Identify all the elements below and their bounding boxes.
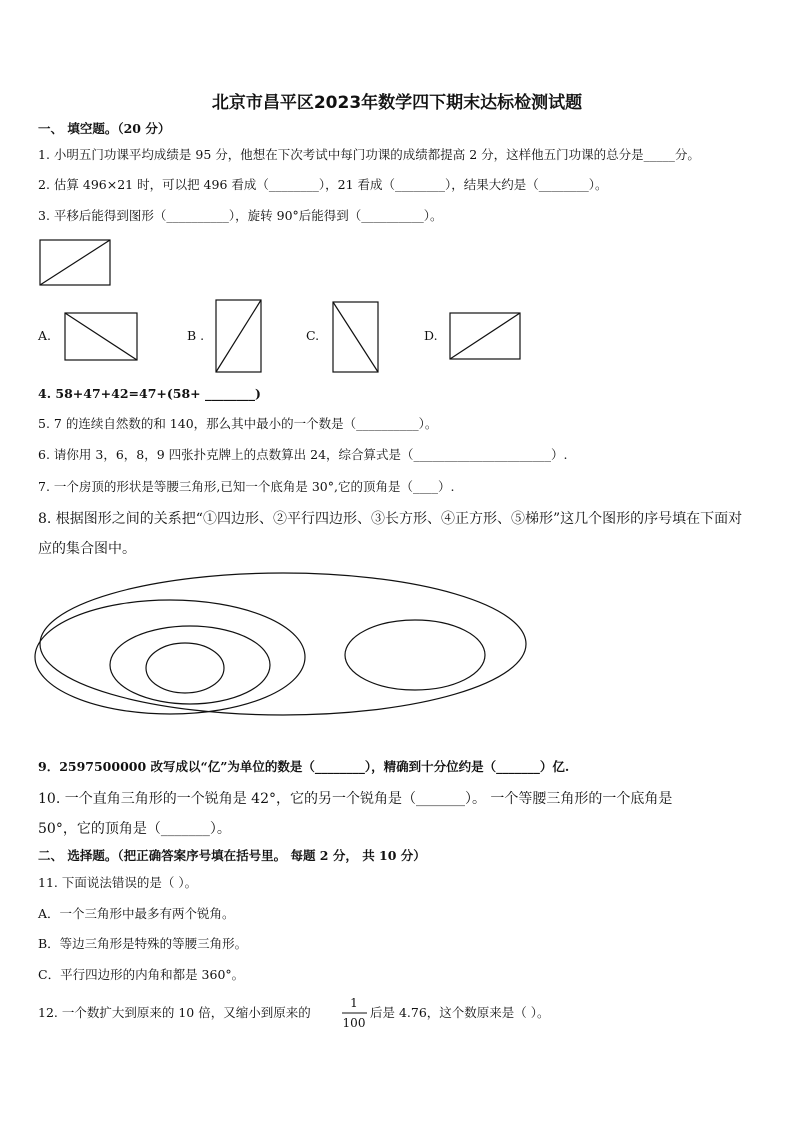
set-second-ellipse bbox=[35, 600, 305, 714]
question-9: 9．2597500000 改写成以“亿”为单位的数是（________），精确到十分位约是（_______）亿. bbox=[38, 759, 570, 774]
set-outer-ellipse bbox=[40, 573, 526, 715]
q8-set-diagram bbox=[35, 573, 526, 715]
question-10-line-1: 10. 一个直角三角形的一个锐角是 42°，它的另一个锐角是（_______）。 一个等腰三角形的一个底角是 bbox=[38, 791, 673, 807]
q3-original-figure bbox=[40, 240, 110, 285]
section-1-heading: 一、 填空题。（20 分） bbox=[38, 121, 171, 136]
set-right-ellipse bbox=[345, 620, 485, 690]
question-7: 7. 一个房顶的形状是等腰三角形,已知一个底角是 30°,它的顶角是（____）. bbox=[38, 479, 455, 494]
q11-option-c: C．平行四边形的内角和都是 360°。 bbox=[38, 967, 245, 982]
q11-option-b: B．等边三角形是特殊的等腰三角形。 bbox=[38, 936, 248, 951]
question-8-line-2: 应的集合图中。 bbox=[38, 541, 136, 557]
section-2-heading: 二、 选择题。（把正确答案序号填在括号里。 每题 2 分， 共 10 分） bbox=[38, 848, 426, 863]
page-title: 北京市昌平区2023年数学四下期末达标检测试题 bbox=[211, 93, 583, 113]
q3-option-c-figure bbox=[333, 302, 378, 372]
fraction-denominator: 100 bbox=[342, 1016, 366, 1030]
q3-option-b-label: B . bbox=[187, 328, 205, 343]
question-3: 3. 平移后能得到图形（__________），旋转 90°后能得到（__________）。 bbox=[38, 208, 443, 223]
question-10-line-2: 50°，它的顶角是（_______）。 bbox=[38, 821, 231, 837]
question-11: 11. 下面说法错误的是（ ）。 bbox=[38, 875, 198, 890]
question-6: 6. 请你用 3，6，8，9 四张扑克牌上的点数算出 24，综合算式是（______________________）. bbox=[38, 447, 568, 462]
question-5: 5. 7 的连续自然数的和 140，那么其中最小的一个数是（__________）。 bbox=[38, 416, 438, 431]
q3-option-d-label: D. bbox=[424, 328, 438, 343]
set-inner-ellipse bbox=[146, 643, 224, 693]
fraction-numerator: 1 bbox=[350, 996, 358, 1010]
question-2: 2. 估算 496×21 时，可以把 496 看成（________），21 看成（________），结果大约是（________）。 bbox=[38, 177, 608, 192]
q3-option-a-label: A. bbox=[38, 328, 52, 343]
question-1: 1. 小明五门功课平均成绩是 95 分，他想在下次考试中每门功课的成绩都提高 2 分，这样他五门功课的总分是_____分。 bbox=[38, 147, 700, 162]
question-4: 4. 58+47+42=47+(58+ ________) bbox=[38, 386, 261, 401]
question-12-prefix: 12. 一个数扩大到原来的 10 倍，又缩小到原来的 bbox=[38, 1005, 311, 1020]
question-12-suffix: 后是 4.76，这个数原来是（ ）。 bbox=[370, 1005, 550, 1020]
q3-option-b-figure bbox=[216, 300, 261, 372]
q3-option-d-figure bbox=[450, 313, 520, 359]
q3-option-c-label: C. bbox=[306, 328, 320, 343]
q3-option-a-figure bbox=[65, 313, 137, 360]
question-8-line-1: 8. 根据图形之间的关系把“①四边形、②平行四边形、③长方形、④正方形、⑤梯形”这几个图形的序号填在下面对 bbox=[38, 511, 743, 527]
q11-option-a: A．一个三角形中最多有两个锐角。 bbox=[38, 906, 235, 921]
